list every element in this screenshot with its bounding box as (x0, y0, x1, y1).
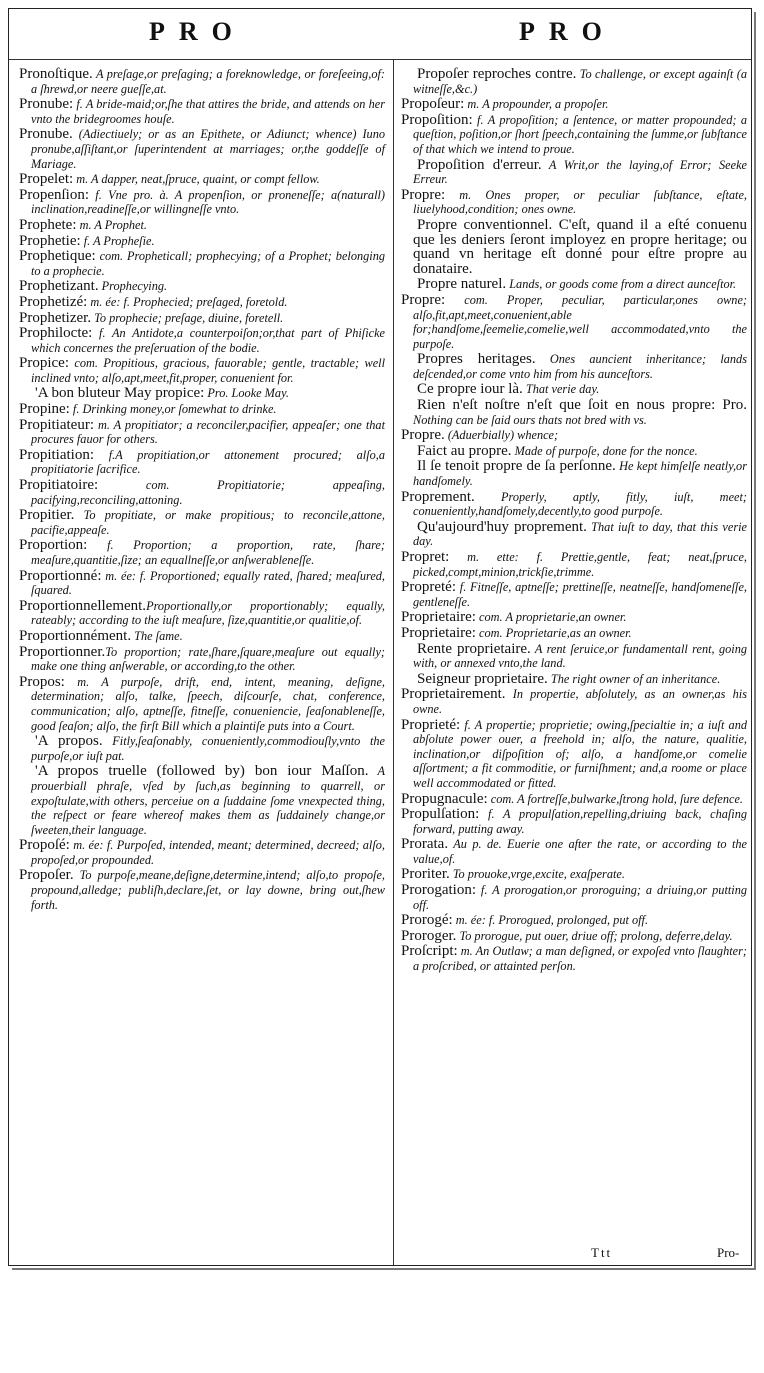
dictionary-entry (19, 764, 385, 837)
headword: Propine: (19, 401, 70, 418)
dictionary-entry (401, 97, 747, 112)
headword: Proprietaire: (401, 624, 476, 641)
headword: Propoſé: (19, 837, 70, 854)
gloss: m. ée: f. Purpoſed, intended, meant; determined, decreed; alſo, propoſed,or propounded. (31, 838, 385, 867)
gloss: f. A Propheſie. (80, 233, 155, 248)
gloss: To challenge, or except againſt (a witneſſe,&c.) (413, 67, 747, 96)
dictionary-entry (401, 626, 747, 641)
dictionary-entry (401, 158, 747, 187)
gloss: Fitly,ſeaſonably, conueniently,commodiouſly,vnto the purpoſe,or iuſt pat. (31, 734, 385, 763)
headword: Propres heritages. (417, 351, 536, 368)
headword: Propoſer. (19, 867, 74, 884)
dictionary-entry (401, 642, 747, 671)
dictionary-entry (19, 418, 385, 447)
headword: Propos: (19, 673, 65, 690)
header-rule (9, 59, 751, 60)
headword: Propitiatoire: (19, 477, 99, 494)
gloss: A Writ,or the laying,of Error; Seeke Erreur. (413, 157, 747, 187)
headword: Propelet: (19, 171, 74, 188)
headword: 'A bon bluteur May propice: (35, 385, 205, 402)
headword: Propoſition: (401, 111, 473, 128)
dictionary-entry (401, 459, 747, 488)
dictionary-entry (19, 599, 385, 628)
gloss: (Adiectiuely; or as an Epithete, or Adiunct; whence) Iuno pronube,aſſiſtant,or ſuperintendent at marriages; or,the goddeſſe of Mariage. (31, 127, 385, 171)
dictionary-entry (401, 944, 747, 973)
gloss: m. An Outlaw; a man deſigned, or expoſed vnto ſlaughter; a proſcribed, or attainted perſon. (413, 944, 747, 974)
column-divider (393, 59, 394, 1265)
dictionary-entry (401, 610, 747, 625)
dictionary-entry (401, 718, 747, 791)
dictionary-entry (19, 67, 385, 96)
headword: Qu'aujourd'huy proprement. (417, 518, 587, 535)
gloss: To propitiate, or make propitious; to reconcile,attone, pacifie,appeaſe. (31, 508, 385, 537)
gloss: f. A propertie; proprietie; owing,ſpecialtie in; a iuſt and abſolute power ouer, a freehold in; alſo, the nature, qualitie, inclination,or diſpoſition of; alſo, a handſome,or comelie aſſortment; a fit commoditie, or furniſhment; and,a roome or place well accommodated or fitted. (413, 717, 747, 790)
headword: Rien n'eſt noſtre n'eſt que ſoit en nous propre: Pro. (417, 397, 747, 414)
dictionary-entry (19, 386, 385, 401)
dictionary-entry (401, 883, 747, 912)
dictionary-entry (19, 629, 385, 644)
gloss: com. Propitiatorie; appeaſing, pacifying,reconciling,attoning. (31, 478, 385, 507)
headword: Proprietairement. (401, 686, 506, 703)
headword: Il ſe tenoit propre de ſa perſonne. (417, 458, 616, 475)
gloss: Ones auncient inheritance; lands deſcended,or come vnto him from his aunceſtors. (413, 352, 747, 381)
dictionary-entry (401, 277, 747, 292)
running-head-left: PRO (149, 17, 246, 46)
dictionary-entry (19, 249, 385, 278)
gloss: He kept himſelſe neatly,or handſomely. (413, 459, 747, 489)
dictionary-entry (401, 929, 747, 944)
dictionary-entry (19, 734, 385, 763)
gloss: Made of purpoſe, done for the nonce. (511, 443, 698, 458)
dictionary-entry (19, 127, 385, 171)
headword: Propre: (401, 186, 446, 203)
dictionary-entry (401, 837, 747, 866)
gloss: In propertie, abſolutely, as an owner,as his owne. (413, 687, 747, 716)
gloss: To prophecie; preſage, diuine, foretell. (91, 310, 284, 325)
dictionary-entry (19, 645, 385, 674)
gloss: Nothing can be ſaid ours thats not bred with vs. (413, 412, 647, 427)
dictionary-entry (401, 428, 747, 443)
gloss: m. Ones proper, or peculiar ſubſtance, eſtate, liuelyhood,condition; ones owne. (413, 187, 747, 217)
catchword: Pro- (717, 1245, 740, 1260)
headword: Prophetizant. (19, 278, 99, 295)
headword: Faict au propre. (417, 442, 512, 459)
dictionary-entry (401, 490, 747, 519)
headword: Propulſation: (401, 806, 480, 823)
headword: Proroger. (401, 927, 457, 944)
gloss: The right owner of an inheritance. (547, 671, 721, 686)
dictionary-entry (19, 402, 385, 417)
gloss: A rent ſeruice,or fundamentall rent, going with, or annexed vnto,the land. (413, 641, 747, 671)
gloss: That iuſt to day, that this verie day. (413, 519, 747, 549)
headword: Propre conventionnel. C'eſt, quand il a eſté conuenu que les deniers ſeront imployez en propre heritage; ou quand vn heritage eſt donné pour eſtre propre au donataire. (413, 216, 747, 277)
headword: Proportionnément. (19, 627, 132, 644)
gloss: To proportion; rate,ſhare,ſquare,meaſure out equally; make one thing anſwerable, or according,to the other. (31, 644, 385, 674)
headword: Propitier. (19, 507, 75, 524)
dictionary-entry (401, 807, 747, 836)
headword: Proportionner. (19, 643, 106, 660)
signature-mark: Ttt (591, 1245, 613, 1260)
gloss: Lands, or goods come from a direct aunceſtor. (506, 277, 737, 292)
gloss: f. Drinking money,or ſomewhat to drinke. (69, 402, 277, 417)
headword: Propre. (401, 427, 445, 444)
headword: Propre: (401, 291, 446, 308)
gloss: m. ée: f. Proportioned; equally rated, ſhared; meaſured, ſquared. (31, 568, 385, 598)
dictionary-entry (19, 478, 385, 507)
gloss: m. A purpoſe, drift, end, intent, meaning, deſigne, determination; alſo, talke, ſpeech, diſcourſe, chat, conference, communication; alſo, aptneſſe, fitneſſe, conueniencie, ſeaſonableneſſe, good ſeaſon; alſo, the firſt Bill which a plaintiſe puts into a Court. (31, 674, 385, 733)
dictionary-entry (401, 67, 747, 96)
gloss: m. ée: f. Prophecied; preſaged, foretold. (87, 294, 288, 309)
headword: Prophetique: (19, 248, 96, 265)
headword: Propitiation: (19, 446, 94, 463)
headword: Propre naturel. (417, 276, 507, 293)
headword: Proriter. (401, 866, 450, 883)
headword: Prophetie: (19, 232, 81, 249)
headword: Proportionnellement. (19, 597, 147, 614)
dictionary-entry (401, 867, 747, 882)
gloss: m. A propitiator; a reconciler,pacifier, appeaſer; one that procures fauor for others. (31, 417, 385, 447)
dictionary-entry (19, 279, 385, 294)
right-column (401, 67, 747, 975)
dictionary-entry (19, 448, 385, 477)
dictionary-entry (401, 218, 747, 276)
gloss: Properly, aptly, fitly, iuſt, meet; conueniently,handſomely,decently,to good purpoſe. (413, 489, 747, 519)
headword: Rente proprietaire. (417, 640, 531, 657)
headword: Propugnacule: (401, 790, 488, 807)
headword: Proprement. (401, 488, 475, 505)
headword: Prophete: (19, 216, 77, 233)
gloss: com. Proprietarie,as an owner. (475, 625, 632, 640)
dictionary-entry (19, 356, 385, 385)
dictionary-entry (401, 580, 747, 609)
headword: Proſcript: (401, 943, 458, 960)
dictionary-entry (19, 675, 385, 733)
dictionary-entry (401, 792, 747, 807)
gloss: Au p. de. Euerie one after the rate, or according to the value,of. (413, 837, 747, 866)
headword: Prorogé: (401, 912, 453, 929)
dictionary-entry (19, 218, 385, 233)
gloss: f. An Antidote,a counterpoiſon;or,that part of Phiſicke which concernes the preſeruation of the bodie. (31, 326, 385, 355)
dictionary-entry (19, 172, 385, 187)
headword: Ce propre iour là. (417, 381, 523, 398)
gloss: f. A propoſition; a ſentence, or matter propounded; a queſtion, poſition,or ſhort ſpeech,containing the ſumme,or ſubſtance of that which we intend to proue. (413, 112, 747, 156)
headword: Prorata. (401, 836, 449, 853)
gloss: m. A Prophet. (76, 217, 147, 232)
running-head-right: PRO (519, 17, 616, 46)
gloss: com. A fortreſſe,bulwarke,ſtrong hold, ſure defence. (487, 791, 744, 806)
dictionary-entry (19, 311, 385, 326)
dictionary-entry (19, 569, 385, 598)
dictionary-entry (401, 398, 747, 427)
gloss: com. A proprietarie,an owner. (475, 610, 627, 625)
gloss: f.A propitiation,or attonement procured; alſo,a propitiatorie ſacrifice. (31, 447, 385, 477)
dictionary-entry (19, 97, 385, 126)
headword: Propoſition d'erreur. (417, 156, 542, 173)
gloss: f. A bride-maid;or,ſhe that attires the bride, and attends on her vnto the bridegroomes houſe. (31, 97, 385, 126)
dictionary-page (8, 8, 752, 1266)
left-column (19, 67, 385, 913)
gloss: com. Propitious, gracious, fauorable; gentle, tractable; well inclined vnto; alſo,apt,meet,fit,proper, conuenient for. (31, 356, 385, 385)
dictionary-entry (401, 113, 747, 157)
gloss: m. A dapper, neat,ſpruce, quaint, or compt fellow. (73, 172, 320, 187)
dictionary-entry (19, 326, 385, 355)
headword: Prophilocte: (19, 325, 93, 342)
dictionary-entry (19, 234, 385, 249)
gloss: A prouerbiall phraſe, vſed by ſuch,as beginning to quarrell, or expoſtulate,with others, perceiue on a ſuddaine ſome vnexpected thing, the reſpect or feare whereof makes them as ſuddainely change,or ſweeten,their language. (31, 764, 386, 837)
dictionary-entry (401, 913, 747, 928)
headword: 'A propos truelle (followed by) bon iour Maſſon. (35, 763, 369, 780)
dictionary-entry (19, 538, 385, 567)
dictionary-entry (401, 188, 747, 217)
gloss: Prophecying. (98, 279, 168, 294)
headword: Propenſion: (19, 186, 89, 203)
dictionary-entry (401, 550, 747, 579)
gloss: m. ette: f. Prettie,gentle, feat; neat,ſpruce, picked,compt,minion,trickſie,trimme. (413, 550, 747, 579)
headword: Prorogation: (401, 882, 476, 899)
headword: Seigneur proprietaire. (417, 670, 548, 687)
headword: Propoſer reproches contre. (417, 66, 577, 82)
dictionary-entry (401, 352, 747, 381)
gloss: (Aduerbially) whence; (444, 428, 559, 443)
headword: Pronoſtique. (19, 66, 93, 82)
gloss: f. A prorogation,or proroguing; a driuing,or putting off. (413, 883, 747, 912)
dictionary-entry (19, 868, 385, 912)
headword: Proprietaire: (401, 609, 476, 626)
gloss: com. Proper, peculiar, particular,ones owne; alſo,fit,apt,meet,conuenient,able for;handſome,ſeemelie,comelie,well accommodated,vnto the purpoſe. (413, 292, 747, 351)
headword: Propice: (19, 355, 69, 372)
headword: Prophetizé: (19, 293, 88, 310)
dictionary-entry (401, 293, 747, 351)
gloss: f. Proportion; a proportion, rate, ſhare; meaſure,quantitie,ſize; an equallneſſe,or anſwerableneſſe. (31, 538, 385, 567)
gloss: com. Propheticall; prophecying; of a Prophet; belonging to a prophecie. (31, 249, 385, 278)
dictionary-entry (19, 295, 385, 310)
gloss: A preſage,or preſaging; a foreknowledge, or foreſeeing,of: a ſhrewd,or neere gueſſe,at. (31, 67, 385, 96)
gloss: f. Fitneſſe, aptneſſe; prettineſſe, neatneſſe, handſomeneſſe, gentleneſſe. (413, 580, 747, 609)
headword: Propitiateur: (19, 416, 94, 433)
gloss: To prorogue, put ouer, driue off; prolong, deferre,delay. (456, 928, 733, 943)
gloss: To prouoke,vrge,excite, exaſperate. (449, 867, 625, 882)
dictionary-entry (401, 687, 747, 716)
gloss: To purpoſe,meane,deſigne,determine,intend; alſo,to propoſe, propound,alledge; publiſh,declare,ſet, or lay downe, bring out,ſhew forth. (31, 868, 385, 912)
dictionary-entry (401, 444, 747, 459)
headword: Prophetizer. (19, 309, 92, 326)
headword: Pronube: (19, 96, 74, 113)
dictionary-entry (19, 838, 385, 867)
gloss: m. A propounder, a propoſer. (464, 97, 609, 112)
gloss: f. A propulſation,repelling,driuing back, chaſing forward, putting away. (413, 807, 747, 836)
gloss: That verie day. (522, 382, 600, 397)
dictionary-entry (401, 382, 747, 397)
headword: Proprieté: (401, 716, 461, 733)
dictionary-entry (19, 508, 385, 537)
dictionary-entry (19, 188, 385, 217)
dictionary-entry (401, 672, 747, 687)
headword: Propreté: (401, 579, 456, 596)
gloss: Proportionally,or proportionably; equally, rateably; according to the iuſt meaſure, ſize,quantitie,or qualitie,of. (31, 598, 385, 628)
headword: Propret: (401, 549, 450, 565)
gloss: f. Vne pro. à. A propenſion, or proneneſſe; a(naturall) inclination,readineſſe,or willingneſſe vnto. (31, 187, 385, 217)
headword: Pronube. (19, 126, 73, 143)
headword: Proportion: (19, 537, 88, 554)
headword: Proportionné: (19, 567, 102, 584)
gloss: m. ée: f. Prorogued, prolonged, put off. (452, 913, 649, 928)
headword: Propoſeur: (401, 96, 465, 113)
gloss: Pro. Looke May. (204, 386, 289, 401)
dictionary-entry (401, 520, 747, 549)
gloss: The ſame. (131, 628, 183, 643)
headword: 'A propos. (35, 733, 103, 750)
